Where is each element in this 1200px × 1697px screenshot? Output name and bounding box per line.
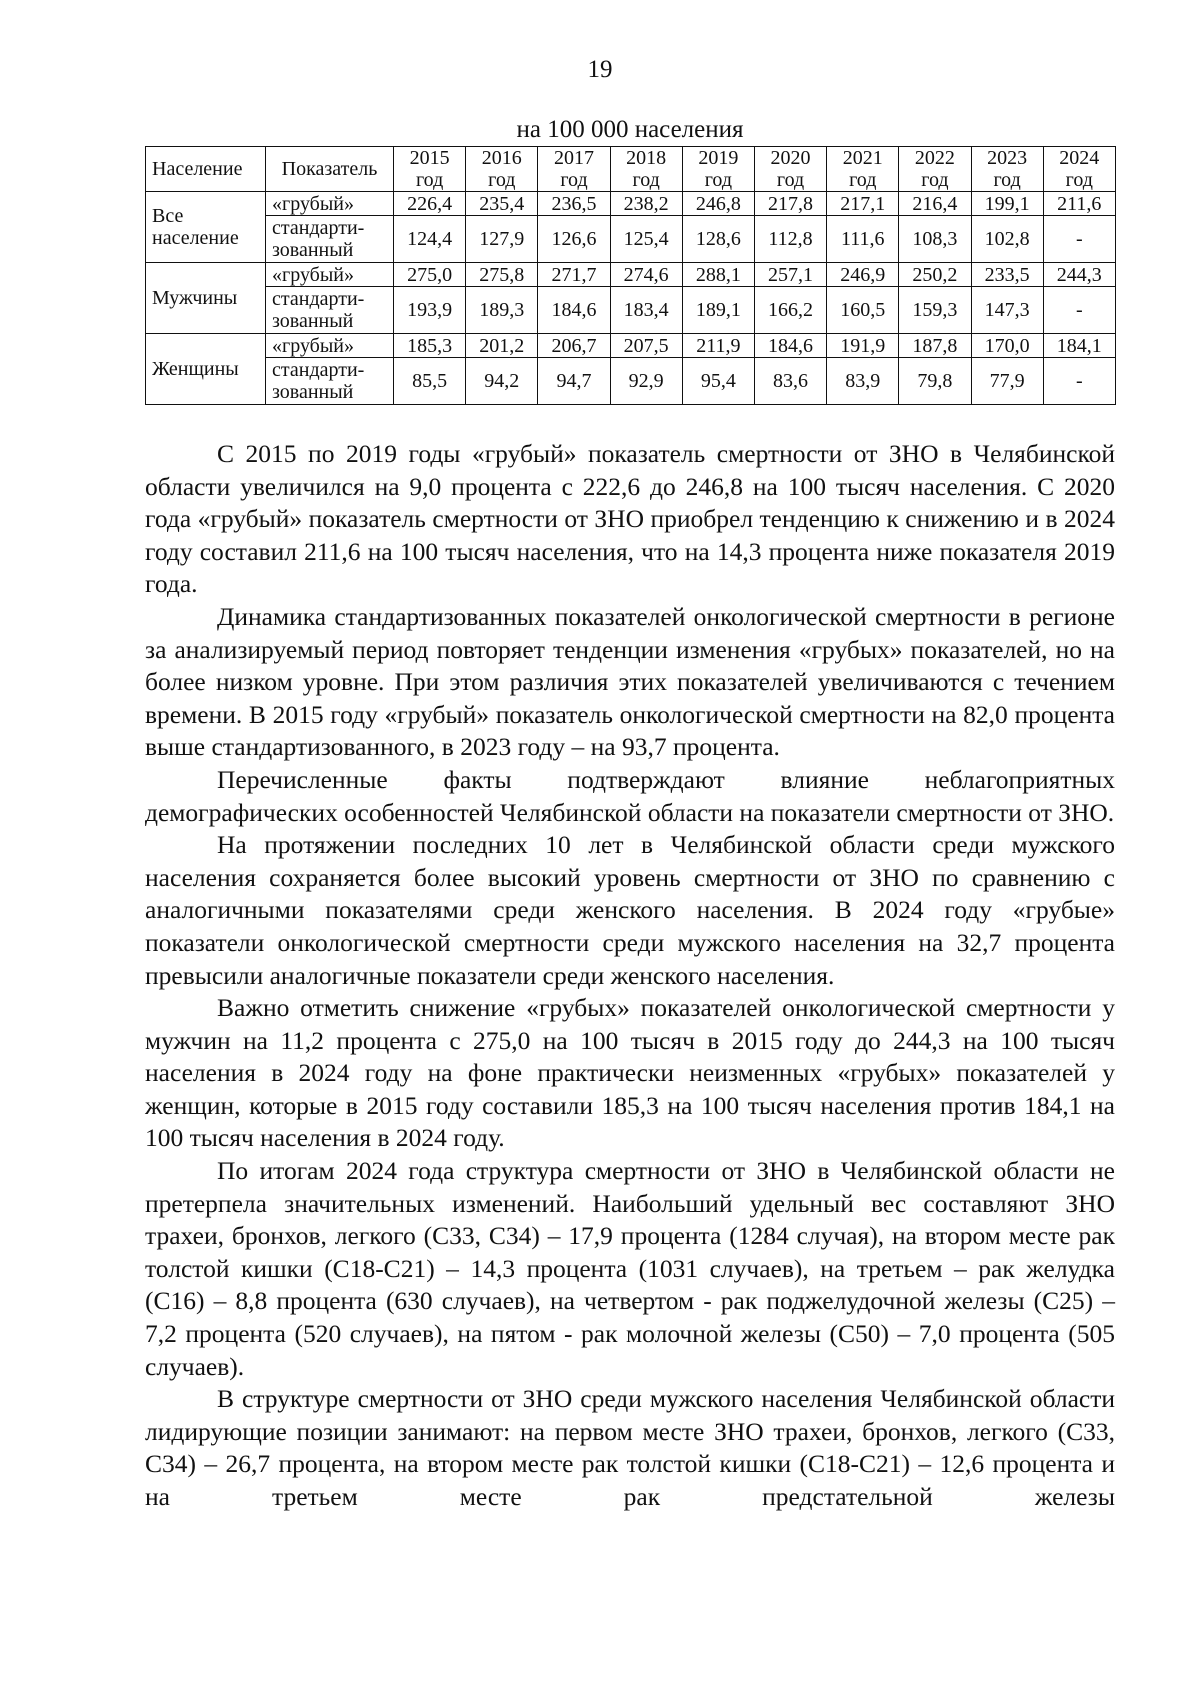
paragraph: Важно отметить снижение «грубых» показателей онкологической смертности у мужчин на 11,2 процента с 275,0 на 100 тысяч в 2015 году до 244,3 на 100 тысяч населения в 2024 году на фоне практически неизменных «грубых» показателей у женщин, которые в 2015 году составили 185,3 на 100 тысяч населения против 184,1 на 100 тысяч населения в 2024 году. (145, 993, 1115, 1153)
population-cell: Все население (146, 192, 266, 263)
value-cell: 250,2 (899, 263, 971, 287)
table-row (146, 334, 1116, 358)
value-cell: 189,1 (682, 287, 754, 334)
value-cell: 216,4 (899, 192, 971, 216)
value-cell: 244,3 (1043, 263, 1115, 287)
value-cell: 288,1 (682, 263, 754, 287)
value-cell: 79,8 (899, 358, 971, 405)
value-cell: 111,6 (827, 216, 899, 263)
table-row (146, 263, 1116, 287)
page-number: 19 (587, 56, 613, 83)
value-cell: 246,8 (682, 192, 754, 216)
value-cell: 193,9 (394, 287, 466, 334)
value-cell: 147,3 (971, 287, 1043, 334)
value-cell: 83,9 (827, 358, 899, 405)
paragraph: С 2015 по 2019 годы «грубый» показатель смертности от ЗНО в Челябинской области увеличился на 9,0 процента с 222,6 до 246,8 на 100 тысяч населения. С 2020 года «грубый» показатель смертности от ЗНО приобрел тенденцию к снижению и в 2024 году составил 211,6 на 100 тысяч населения, что на 14,3 процента ниже показателя 2019 года. (145, 439, 1115, 599)
header-population: Население (146, 147, 266, 192)
value-cell: 257,1 (754, 263, 826, 287)
value-cell: - (1043, 216, 1115, 263)
value-cell: 217,1 (827, 192, 899, 216)
value-cell: 124,4 (394, 216, 466, 263)
value-cell: 184,1 (1043, 334, 1115, 358)
indicator-cell: стандарти-зованный (266, 287, 394, 334)
paragraph: На протяжении последних 10 лет в Челябинской области среди мужского населения сохраняется более высокий уровень смертности от ЗНО по сравнению с аналогичными показателями среди женского населения. В 2024 году «грубые» показатели онкологической смертности среди мужского населения на 32,7 процента превысили аналогичные показатели среди женского населения. (145, 830, 1115, 990)
body-text (145, 438, 1115, 1514)
value-cell: 275,8 (466, 263, 538, 287)
value-cell: 201,2 (466, 334, 538, 358)
value-cell: 238,2 (610, 192, 682, 216)
value-cell: 236,5 (538, 192, 610, 216)
table-row (146, 192, 1116, 216)
paragraph: Перечисленные факты подтверждают влияние неблагоприятных демографических особенностей Челябинской области на показатели смертности от ЗНО. (145, 764, 1115, 827)
value-cell: 102,8 (971, 216, 1043, 263)
indicator-cell: стандарти-зованный (266, 216, 394, 263)
header-year: 2016 год (466, 147, 538, 192)
header-year: 2021 год (827, 147, 899, 192)
table-header-row (146, 147, 1116, 192)
value-cell: 189,3 (466, 287, 538, 334)
value-cell: 112,8 (754, 216, 826, 263)
indicator-cell: «грубый» (266, 192, 394, 216)
value-cell: 92,9 (610, 358, 682, 405)
table-body (146, 192, 1116, 405)
value-cell: 275,0 (394, 263, 466, 287)
value-cell: 94,7 (538, 358, 610, 405)
value-cell: 233,5 (971, 263, 1043, 287)
value-cell: 184,6 (754, 334, 826, 358)
value-cell: 217,8 (754, 192, 826, 216)
value-cell: 207,5 (610, 334, 682, 358)
header-indicator: Показатель (266, 147, 394, 192)
indicator-cell: стандарти-зованный (266, 358, 394, 405)
value-cell: 187,8 (899, 334, 971, 358)
value-cell: 166,2 (754, 287, 826, 334)
paragraph: По итогам 2024 года структура смертности от ЗНО в Челябинской области не претерпела значительных изменений. Наибольший удельный вес составляют ЗНО трахеи, бронхов, легкого (С33, С34) – 17,9 процента (1284 случая), на втором месте рак толстой кишки (С18-С21) – 14,3 процента (1031 случаев), на третьем – рак желудка (С16) – 8,8 процента (630 случаев), на четвертом - рак поджелудочной железы (С25) – 7,2 процента (520 случаев), на пятом - рак молочной железы (С50) – 7,0 процента (505 случаев). (145, 1156, 1115, 1381)
header-year: 2024 год (1043, 147, 1115, 192)
value-cell: 226,4 (394, 192, 466, 216)
table-row (146, 287, 1116, 334)
header-year: 2023 год (971, 147, 1043, 192)
population-cell: Женщины (146, 334, 266, 405)
value-cell: 183,4 (610, 287, 682, 334)
population-cell: Мужчины (146, 263, 266, 334)
value-cell: 199,1 (971, 192, 1043, 216)
value-cell: 83,6 (754, 358, 826, 405)
value-cell: 170,0 (971, 334, 1043, 358)
value-cell: 128,6 (682, 216, 754, 263)
paragraph: Динамика стандартизованных показателей онкологической смертности в регионе за анализируемый период повторяет тенденции изменения «грубых» показателей, но на более низком уровне. При этом различия этих показателей увеличиваются с течением времени. В 2015 году «грубый» показатель онкологической смертности на 82,0 процента выше стандартизованного, в 2023 году – на 93,7 процента. (145, 601, 1115, 762)
value-cell: 235,4 (466, 192, 538, 216)
indicator-cell: «грубый» (266, 334, 394, 358)
header-year: 2020 год (754, 147, 826, 192)
value-cell: - (1043, 287, 1115, 334)
value-cell: 160,5 (827, 287, 899, 334)
header-year: 2022 год (899, 147, 971, 192)
paragraph: В структуре смертности от ЗНО среди мужского населения Челябинской области лидирующие позиции занимают: на первом месте ЗНО трахеи, бронхов, легкого (С33, С34) – 26,7 процента, на втором месте рак толстой кишки (С18-С21) – 12,6 процента и на третьем месте рак предстательной железы (145, 1384, 1115, 1511)
value-cell: 77,9 (971, 358, 1043, 405)
value-cell: 159,3 (899, 287, 971, 334)
value-cell: 95,4 (682, 358, 754, 405)
value-cell: 191,9 (827, 334, 899, 358)
value-cell: 108,3 (899, 216, 971, 263)
value-cell: 206,7 (538, 334, 610, 358)
value-cell: - (1043, 358, 1115, 405)
value-cell: 85,5 (394, 358, 466, 405)
mortality-table (145, 146, 1116, 405)
indicator-cell: «грубый» (266, 263, 394, 287)
table-row (146, 358, 1116, 405)
header-year: 2019 год (682, 147, 754, 192)
value-cell: 185,3 (394, 334, 466, 358)
value-cell: 271,7 (538, 263, 610, 287)
table-row (146, 216, 1116, 263)
value-cell: 246,9 (827, 263, 899, 287)
header-year: 2017 год (538, 147, 610, 192)
value-cell: 127,9 (466, 216, 538, 263)
value-cell: 125,4 (610, 216, 682, 263)
value-cell: 94,2 (466, 358, 538, 405)
header-year: 2018 год (610, 147, 682, 192)
value-cell: 126,6 (538, 216, 610, 263)
value-cell: 211,9 (682, 334, 754, 358)
table-caption: на 100 000 населения (516, 116, 744, 143)
value-cell: 184,6 (538, 287, 610, 334)
header-year: 2015 год (394, 147, 466, 192)
value-cell: 274,6 (610, 263, 682, 287)
value-cell: 211,6 (1043, 192, 1115, 216)
